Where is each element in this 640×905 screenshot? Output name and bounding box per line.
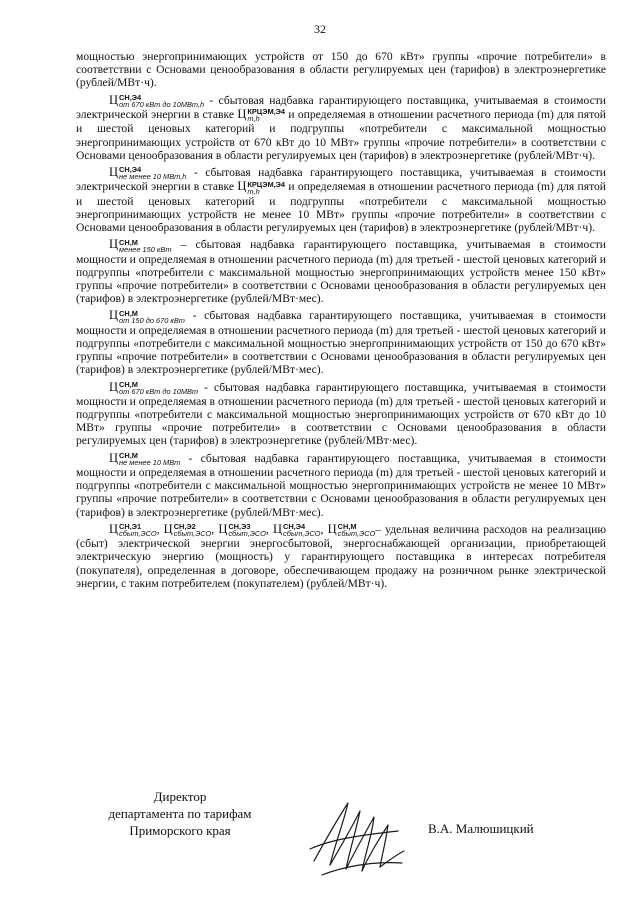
paragraph-text: – удельная величина расходов на реализацию (сбыт) электрической энергии энергосбытовой, энергоснабжающей организации, приобретающей электрическую энергию (мощность) у гарантирующего поставщика в интересах потребителя (покупателя), определенная в договоре, обеспечивающем продажу на розничном рынке электрической энергии, с таким потребителем (покупателем) (рублей/МВт·ч). [76,522,607,590]
paragraph-text: - сбытовая надбавка гарантирующего поставщика, учитываемая в стоимости мощности и определяемая в отношении расчетного периода (m) для третьей - шестой ценовых категорий и подгруппы «потребители с максимальной мощностью энергопринимающих устройств от 150 до 670 кВт» группы «прочие потребители» в соответствии с Основами ценообразования в области регулируемых цен (тарифов) в электроэнергетике (рублей/МВт·мес). [76,309,606,377]
symbol-indices [247,181,285,195]
symbol-indices [119,94,204,108]
price-symbol [109,308,185,325]
paragraph-text: , [156,522,164,536]
paragraph-text: – сбытовая надбавка гарантирующего поставщика, учитываемая в стоимости мощности и определяемая в отношении расчетного периода (m) для третьей - шестой ценовых категорий и подгруппы «потребители с максимальной мощностью энергопринимающих устройств менее 150 кВт» группы «прочие потребители» в соответствии с Основами ценообразования в области регулируемых цен (тарифов) в электроэнергетике (рублей/МВт·мес). [76,238,606,306]
paragraph-text: - сбытовая надбавка гарантирующего поставщика, учитываемая в стоимости мощности и определяемая в отношении расчетного периода (m) для третьей - шестой ценовых категорий и подгруппы «потребители с максимальной мощностью энергопринимающих устройств не менее 10 МВт» группы «прочие потребители» в соответствии с Основами ценообразования в области регулируемых цен (тарифов) в электроэнергетике (рублей/МВт·мес). [76,451,606,519]
paragraph-text: - сбытовая надбавка гарантирующего поставщика, учитываемая в стоимости мощности и определяемая в отношении расчетного периода (m) для третьей - шестой ценовых категорий и подгруппы «потребители с максимальной мощностью энергопринимающих устройств от 670 кВт до 10 МВт» группы «прочие потребители» в соответствии с Основами ценообразования в области регулируемых цен (тарифов) в электроэнергетике (рублей/МВт·мес). [76,380,606,448]
paragraph [76,381,606,448]
symbol-subscript: менее 150 кВт [119,244,172,254]
symbol-subscript: сбыт,ЭСО [283,529,321,539]
document-body [76,50,606,594]
paragraph-text: , [211,522,219,536]
signer-name: В.А. Малюшицкий [428,821,534,836]
paragraph-text: - сбытовая надбавка гарантирующего поставщика, учитываемая в стоимости электрической энергии в ставке [76,165,606,194]
paragraph-text: - сбытовая надбавка гарантирующего поставщика, учитываемая в стоимости электрической энергии в ставке [76,93,606,121]
signer-title-line: Приморского края [129,823,231,838]
symbol-letter: Ц [218,521,228,536]
paragraph-text: и определяемая в отношении расчетного периода (m) для пятой и шестой ценовых категорий и подгруппы «потребители с максимальной мощностью энергопринимающих устройств не менее 10 МВт» группы «прочие потребители» в соответствии с Основами ценообразования в области регулируемых цен (тарифов) в электроэнергетике (рублей/МВт·ч). [76,180,606,234]
symbol-letter: Ц [163,521,173,536]
symbol-letter: Ц [109,308,119,323]
symbol-superscript: КРЦЭМ,Э4 [247,179,286,189]
symbol-subscript: от 150 до 670 кВт [119,315,185,325]
price-symbol [109,381,198,394]
symbol-superscript: СН,Э1 [119,522,142,532]
symbol-indices [283,523,321,537]
symbol-indices [119,381,198,395]
symbol-subscript: от 670 кВт до 10МВт [119,386,199,396]
price-symbol [109,237,172,254]
symbol-letter: Ц [237,106,247,121]
symbol-subscript: сбыт,ЭСО [173,529,212,539]
paragraph [76,238,606,305]
paragraph [76,94,606,162]
symbol-superscript: СН,Э2 [173,522,196,532]
price-symbol [218,521,266,539]
page-number: 32 [314,22,326,36]
symbol-indices [119,310,185,324]
price-symbol [109,450,181,468]
symbol-superscript: СН,М [119,308,138,318]
symbol-superscript: СН,Э4 [283,522,306,532]
paragraph [76,50,606,90]
symbol-subscript: не менее 10 МВт,h [119,172,187,182]
symbol-letter: Ц [237,179,247,194]
symbol-indices [119,239,171,253]
symbol-letter: Ц [109,164,119,179]
symbol-indices [247,108,285,122]
symbol-superscript: СН,Э4 [119,92,142,102]
symbol-indices [119,523,157,537]
price-symbol [109,521,157,539]
symbol-indices [338,523,376,537]
signer-title-line: департамента по тарифам [108,806,252,821]
paragraph-text: , [320,522,328,536]
symbol-subscript: сбыт,ЭСО [119,529,157,539]
signature-block [0,788,640,898]
symbol-subscript: сбыт,ЭСО [228,529,266,539]
paragraph-text: мощностью энергопринимающих устройств от 150 до 670 кВт» группы «прочие потребители» в соответствии с Основами ценообразования в области регулируемых цен (тарифов) в электроэнергетике (рублей/МВт·ч). [76,50,606,90]
paragraph [76,452,606,519]
symbol-subscript: m,h [247,114,260,124]
paragraph-text: , [265,522,273,536]
symbol-superscript: СН,М [119,237,138,247]
symbol-superscript: СН,М [119,451,138,461]
symbol-letter: Ц [272,521,282,536]
price-symbol [163,521,212,539]
symbol-superscript: КРЦЭМ,Э4 [247,107,286,117]
paragraph [76,309,606,376]
paragraph [76,523,606,590]
price-symbol [272,521,321,539]
symbol-superscript: СН,Э4 [119,165,142,175]
paragraph-text: и определяемая в отношении расчетного периода (m) для пятой и шестой ценовых категорий и подгруппы «потребители с максимальной мощностью энергопринимающих устройств от 670 кВт до 10 МВт» группы «прочие потребители» в соответствии с Основами ценообразования в области регулируемых цен (тарифов) в электроэнергетике (рублей/МВт·ч). [76,107,606,162]
symbol-superscript: СН,Э3 [228,522,251,532]
symbol-subscript: сбыт,ЭСО [337,529,376,539]
symbol-letter: Ц [109,450,119,465]
price-symbol [237,179,286,196]
symbol-superscript: СН,М [337,522,357,532]
symbol-subscript: m,h [247,186,260,196]
signer-title-line: Директор [153,789,207,804]
price-symbol [327,521,376,539]
handwritten-signature-icon [302,791,412,879]
price-symbol [109,94,204,107]
symbol-subscript: не менее 10 МВт [119,458,181,468]
symbol-indices [119,452,180,466]
symbol-letter: Ц [109,379,119,394]
symbol-superscript: СН,М [119,379,138,389]
price-symbol [237,106,286,124]
symbol-indices [119,166,186,180]
paragraph [76,166,606,234]
price-symbol [109,164,187,182]
symbol-letter: Ц [327,521,337,536]
symbol-letter: Ц [109,92,119,107]
symbol-letter: Ц [109,237,119,252]
symbol-letter: Ц [109,521,119,536]
symbol-indices [228,523,266,537]
signer-position [80,788,280,839]
symbol-indices [174,523,212,537]
symbol-subscript: от 670 кВт до 10МВт,h [119,99,205,109]
